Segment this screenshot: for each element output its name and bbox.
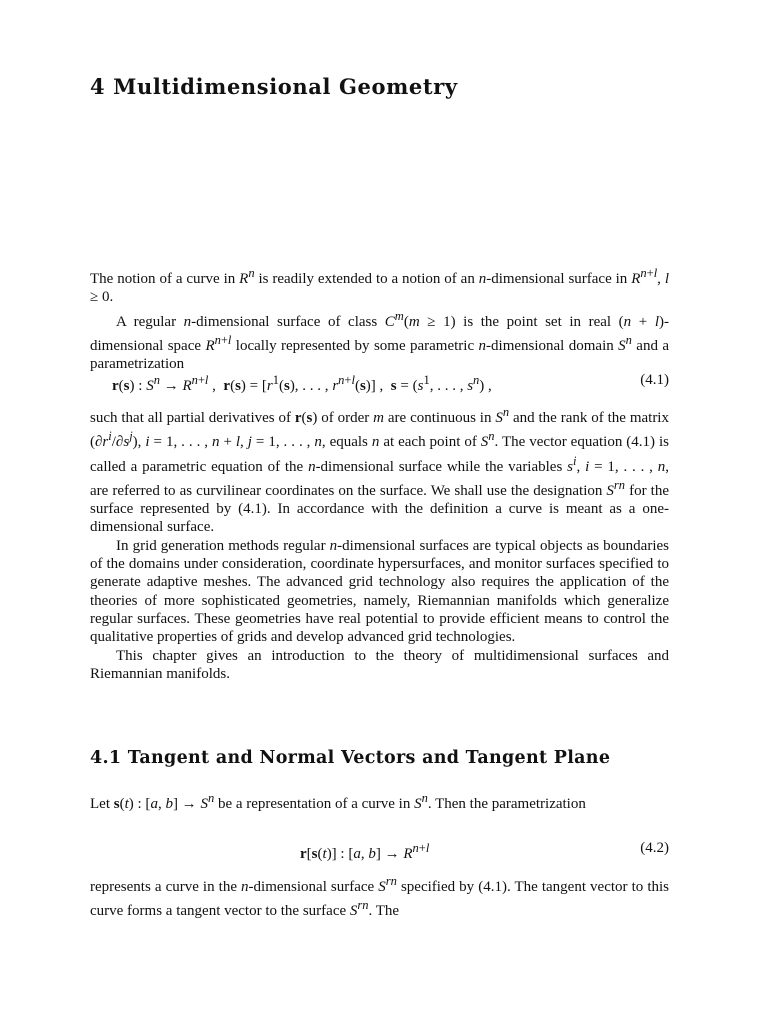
paragraph: A regular n-dimensional surface of class $C^m(m \ge 1)$ is the point set in real (n + l)-dimensional space $R^{n+l}$ locally represented by some parametric n-dimensional domain $S^n$ and a parametrization: [90, 308, 670, 373]
paragraph: The notion of a curve in $R^n$ is readily extended to a notion of an n-dimensional surface in $R^{n+l}$, l ≥ 0.: [90, 266, 669, 306]
equation-expression: r(s) : $S^n \to R^{n+l}$ , $r(s) = [r^1(s)$, . . . , $r^{n+l}(s)$] , $s = (s^1$, . . . , $s^n$) ,: [112, 373, 492, 394]
main-text: [90, 403, 669, 683]
equation-number: (4.2): [640, 840, 669, 856]
equation-expression: r[s(t)] : [a, $b] \to R^{n+l}$: [300, 841, 430, 862]
equation-number: (4.1): [640, 372, 669, 388]
section-text: [90, 789, 669, 813]
paragraph: such that all partial derivatives of r(s) of order m are continuous in $S^n$ and the rank of the matrix $(\partial r^i/\partial s^j)$, i = 1, . . . , n + l, j = 1, . . . , n, equals n at each point of $S^n$. The vector equation (4.1) is called a parametric equation of the n-dimensional surface while the variables $s^i$, i = 1, . . . , n, are referred to as curvilinear coordinates on the surface. We shall use the designation $S^{rn}$ for the surface represented by (4.1). In accordance with the definition a curve is meant as a one-dimensional surface.: [90, 405, 670, 536]
section-text-continued: [90, 872, 669, 921]
chapter-title: 4 Multidimensional Geometry: [90, 74, 458, 99]
section-title: 4.1 Tangent and Normal Vectors and Tangent Plane: [90, 748, 611, 768]
intro-text: [90, 264, 669, 373]
paragraph: In grid generation methods regular n-dimensional surfaces are typical objects as boundaries of the domains under consideration, coordinate hypersurfaces, and monitor surfaces specified to generate adaptive meshes. The advanced grid technology also requires the application of the theories of more sophisticated geometries, namely, Riemannian manifolds which generalize regular surfaces. These geometries have real potential to provide efficient means to control the qualitative properties of grids and develop advanced grid technologies.: [90, 537, 669, 646]
paragraph: This chapter gives an introduction to the theory of multidimensional surfaces and Riemannian manifolds.: [90, 647, 669, 682]
paragraph: Let s(t) : [a, $b] \to S^n$ be a representation of a curve in $S^n$. Then the parametrization: [90, 791, 586, 812]
paragraph: represents a curve in the n-dimensional surface $S^{rn}$ specified by (4.1). The tangent vector to this curve forms a tangent vector to the surface $S^{rn}$. The: [90, 874, 669, 920]
